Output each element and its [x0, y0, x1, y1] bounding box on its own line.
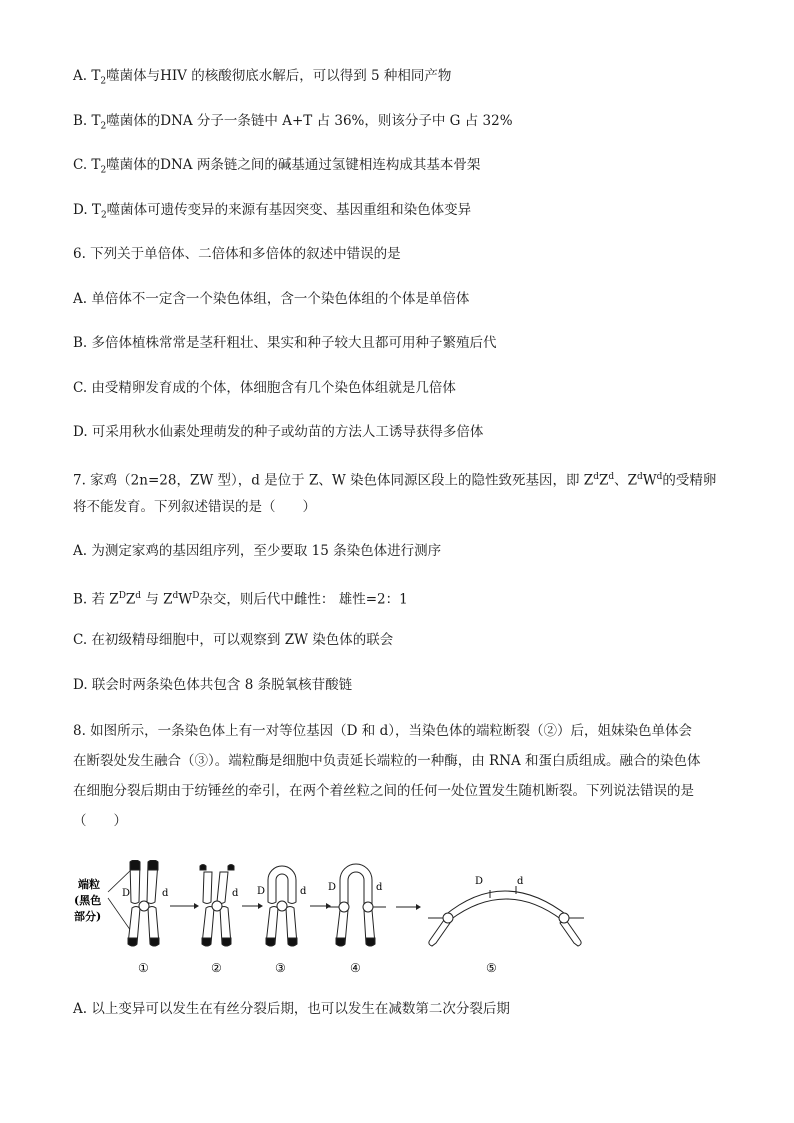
- step-label-4: ④: [350, 961, 361, 975]
- q6-option-c: C. 由受精卵发育成的个体，体细胞含有几个染色体组就是几倍体: [73, 380, 456, 396]
- q8-stem-row: （ ）: [73, 813, 127, 829]
- gene-D-stage-3: D: [257, 886, 266, 897]
- telomere-label-line3: 部分): [74, 910, 102, 923]
- q8-stem: [73, 716, 723, 836]
- gene-d-stage-3: d: [300, 886, 307, 897]
- q5-option-b: B. $T_2$噬菌体的DNA 分子一条链中 A+T 占 36%，则该分子中 G 占 32%: [73, 113, 513, 132]
- q6-option-d: D. 可采用秋水仙素处理萌发的种子或幼苗的方法人工诱导获得多倍体: [73, 424, 484, 440]
- telomere-pointer-lines: [108, 868, 133, 934]
- step-label-3: ③: [275, 961, 286, 975]
- gene-d-stage-4: d: [376, 882, 383, 893]
- q7-option-d: D. 联会时两条染色体共包含 8 条脱氧核苷酸链: [73, 677, 353, 693]
- chromosome-stage-4: [336, 864, 375, 946]
- gene-D-stage-1: D: [122, 888, 131, 899]
- step-label-2: ②: [211, 961, 222, 975]
- chromosome-stage-5: [429, 891, 581, 946]
- q6-option-b: B. 多倍体植株常常是茎秆粗壮、果实和种子较大且都可用种子繁殖后代: [73, 335, 497, 351]
- q8-stem-row: 8. 如图所示，一条染色体上有一对等位基因（D 和 d），当染色体的端粒断裂（②）后，姐妹染色单体会: [73, 723, 692, 739]
- q7-stem-line1: 7. 家鸡（2n=28，ZW 型），d 是位于 Z、W 染色体同源区段上的隐性致死基因，即 $Z^dZ^d$、$Z^dW^d$的受精卵: [73, 472, 717, 489]
- chromosome-stage-1: [128, 860, 159, 946]
- step-label-5: ⑤: [486, 961, 497, 975]
- q7-option-a: A. 为测定家鸡的基因组序列，至少要取 15 条染色体进行测序: [73, 543, 442, 559]
- q8-stem-row: 在断裂处发生融合（③）。端粒酶是细胞中负责延长端粒的一种酶，由 RNA 和蛋白质组成。融合的染色体: [73, 753, 701, 769]
- arrow-3-head: [326, 903, 331, 909]
- telomere-label-line2: (黑色: [74, 894, 102, 907]
- q7-stem-line2: 将不能发育。下列叙述错误的是（ ）: [73, 499, 316, 515]
- q5-option-d: D. $T_2$噬菌体可遗传变异的来源有基因突变、基因重组和染色体变异: [73, 202, 472, 221]
- q5-option-c: C. $T_2$噬菌体的DNA 两条链之间的碱基通过氢键相连构成其基本骨架: [73, 157, 481, 176]
- gene-d-stage-5: d: [517, 876, 524, 887]
- gene-D-stage-4: D: [328, 882, 337, 893]
- q6-stem: 6. 下列关于单倍体、二倍体和多倍体的叙述中错误的是: [73, 246, 401, 262]
- gene-D-stage-5: D: [475, 876, 484, 887]
- chromosome-stage-3: [266, 866, 297, 946]
- q8-option-a: A. 以上变异可以发生在有丝分裂后期，也可以发生在减数第二次分裂后期: [73, 1001, 510, 1017]
- q7-option-b: B. 若 $Z^DZ^d$ 与 $Z^dW^D$杂交，则后代中雌性： 雄性=2：1: [73, 591, 408, 608]
- arrow-4-head: [416, 904, 421, 910]
- chromosome-stage-2: [200, 865, 234, 947]
- q8-stem-row: 在细胞分裂后期由于纺锤丝的牵引，在两个着丝粒之间的任何一处位置发生随机断裂。下列说法错误的是: [73, 783, 694, 799]
- q5-option-a: A. $T_2$噬菌体与HIV 的核酸彻底水解后，可以得到 5 种相同产物: [73, 68, 452, 87]
- gene-d-stage-2: d: [232, 888, 239, 899]
- telomere-label-line1: 端粒: [78, 878, 100, 891]
- chromosome-fusion-figure: [70, 860, 590, 980]
- gene-d-stage-1: d: [162, 888, 169, 899]
- arrow-1-head: [194, 903, 199, 909]
- arrow-2-head: [258, 903, 263, 909]
- step-label-1: ①: [138, 961, 149, 975]
- q7-option-c: C. 在初级精母细胞中，可以观察到 ZW 染色体的联会: [73, 632, 394, 648]
- q6-option-a: A. 单倍体不一定含一个染色体组，含一个染色体组的个体是单倍体: [73, 291, 470, 307]
